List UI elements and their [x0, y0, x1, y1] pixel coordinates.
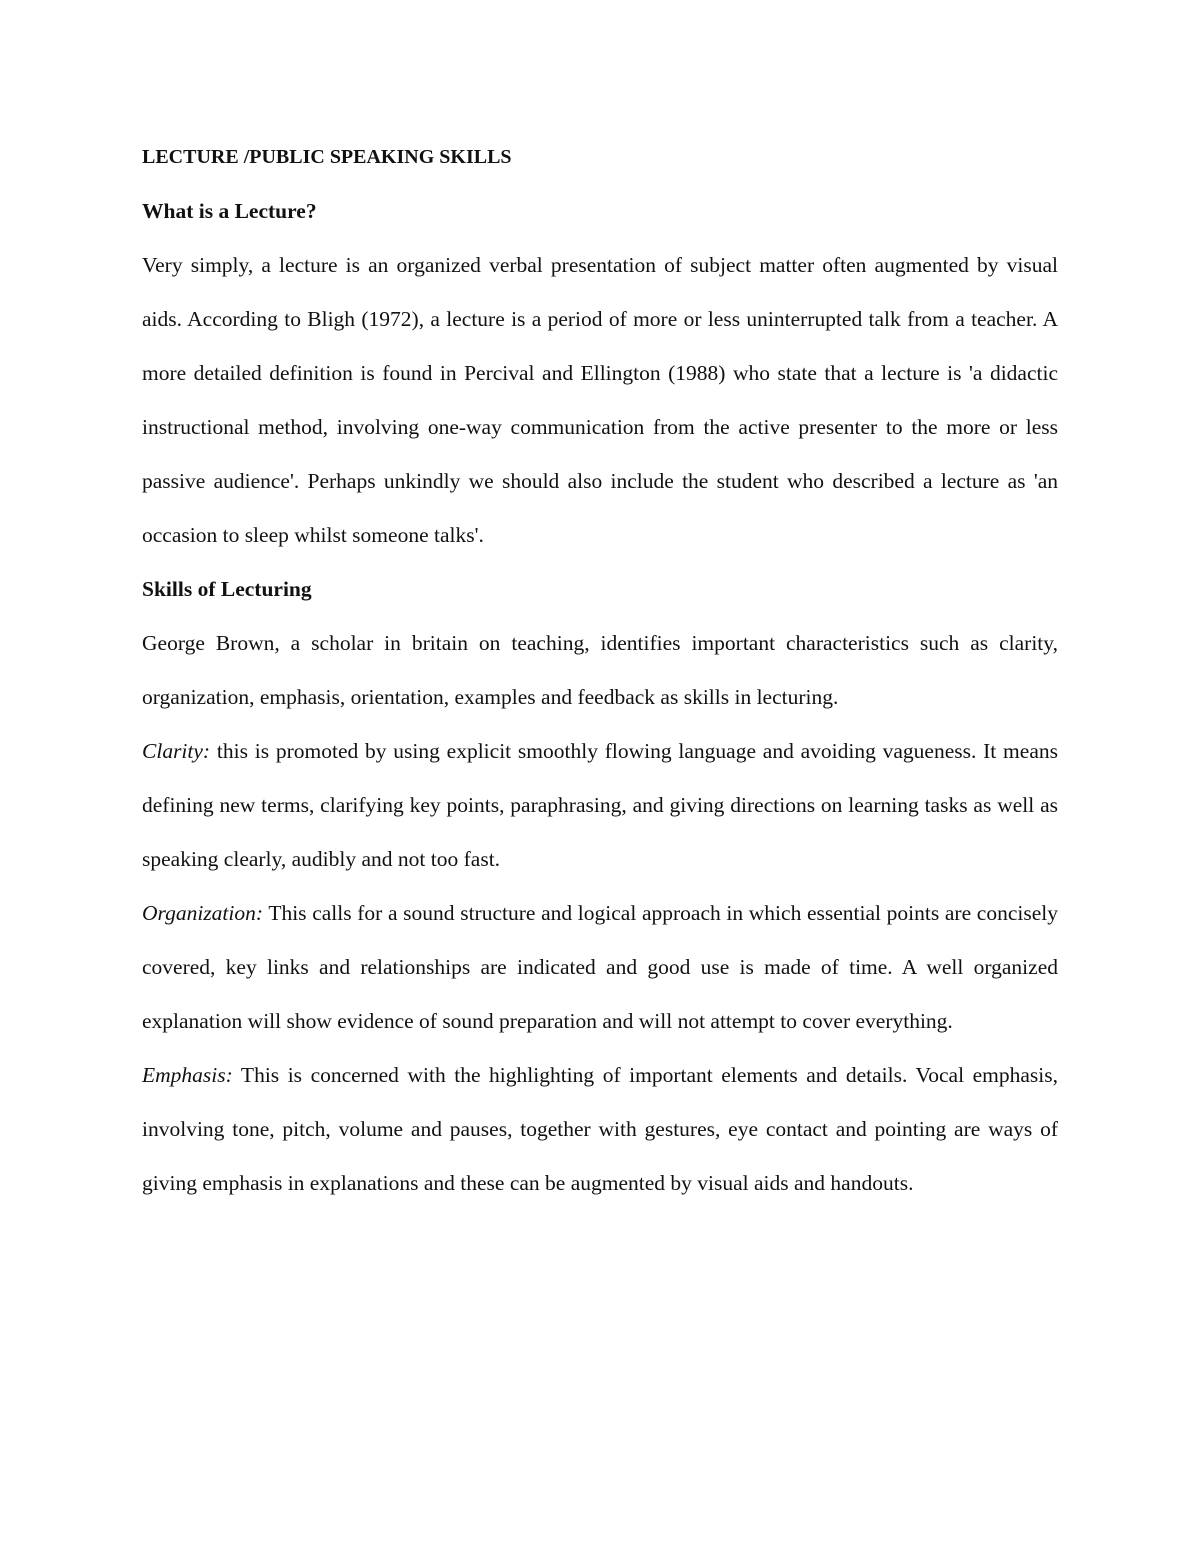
lecture-definition-paragraph: Very simply, a lecture is an organized verbal presentation of subject matter often augmented by visual aids. According to Bligh (1972), a lecture is a period of more or less uninterrupted talk from a teacher. A more detailed definition is found in Percival and Ellington (1988) who state that a lecture is 'a didactic instructional method, involving one-way communication from the active presenter to the more or less passive audience'. Perhaps unkindly we should also include the student who described a lecture as 'an occasion to sleep whilst someone talks'.: [142, 253, 1058, 547]
skills-intro-paragraph: George Brown, a scholar in britain on teaching, identifies important characteristics such as clarity, organization, emphasis, orientation, examples and feedback as skills in lecturing.: [142, 631, 1058, 709]
emphasis-text: This is concerned with the highlighting of important elements and details. Vocal emphasis, involving tone, pitch, volume and pauses, together with gestures, eye contact and pointing are ways of giving emphasis in explanations and these can be augmented by visual aids and handouts.: [142, 1063, 1058, 1195]
clarity-paragraph: [142, 724, 1058, 886]
organization-label: Organization:: [142, 901, 264, 925]
document-body: [142, 130, 1058, 1210]
organization-text: This calls for a sound structure and logical approach in which essential points are concisely covered, key links and relationships are indicated and good use is made of time. A well organized explanation will show evidence of sound preparation and will not attempt to cover everything.: [142, 901, 1058, 1033]
section-heading-what-is-lecture: What is a Lecture?: [142, 199, 317, 223]
clarity-text: this is promoted by using explicit smoothly flowing language and avoiding vagueness. It means defining new terms, clarifying key points, paraphrasing, and giving directions on learning tasks as well as speaking clearly, audibly and not too fast.: [142, 739, 1058, 871]
organization-paragraph: [142, 886, 1058, 1048]
emphasis-label: Emphasis:: [142, 1063, 233, 1087]
clarity-label: Clarity:: [142, 739, 211, 763]
section-heading-skills-of-lecturing: Skills of Lecturing: [142, 577, 312, 601]
document-title: LECTURE /PUBLIC SPEAKING SKILLS: [142, 146, 512, 168]
emphasis-paragraph: [142, 1048, 1058, 1210]
